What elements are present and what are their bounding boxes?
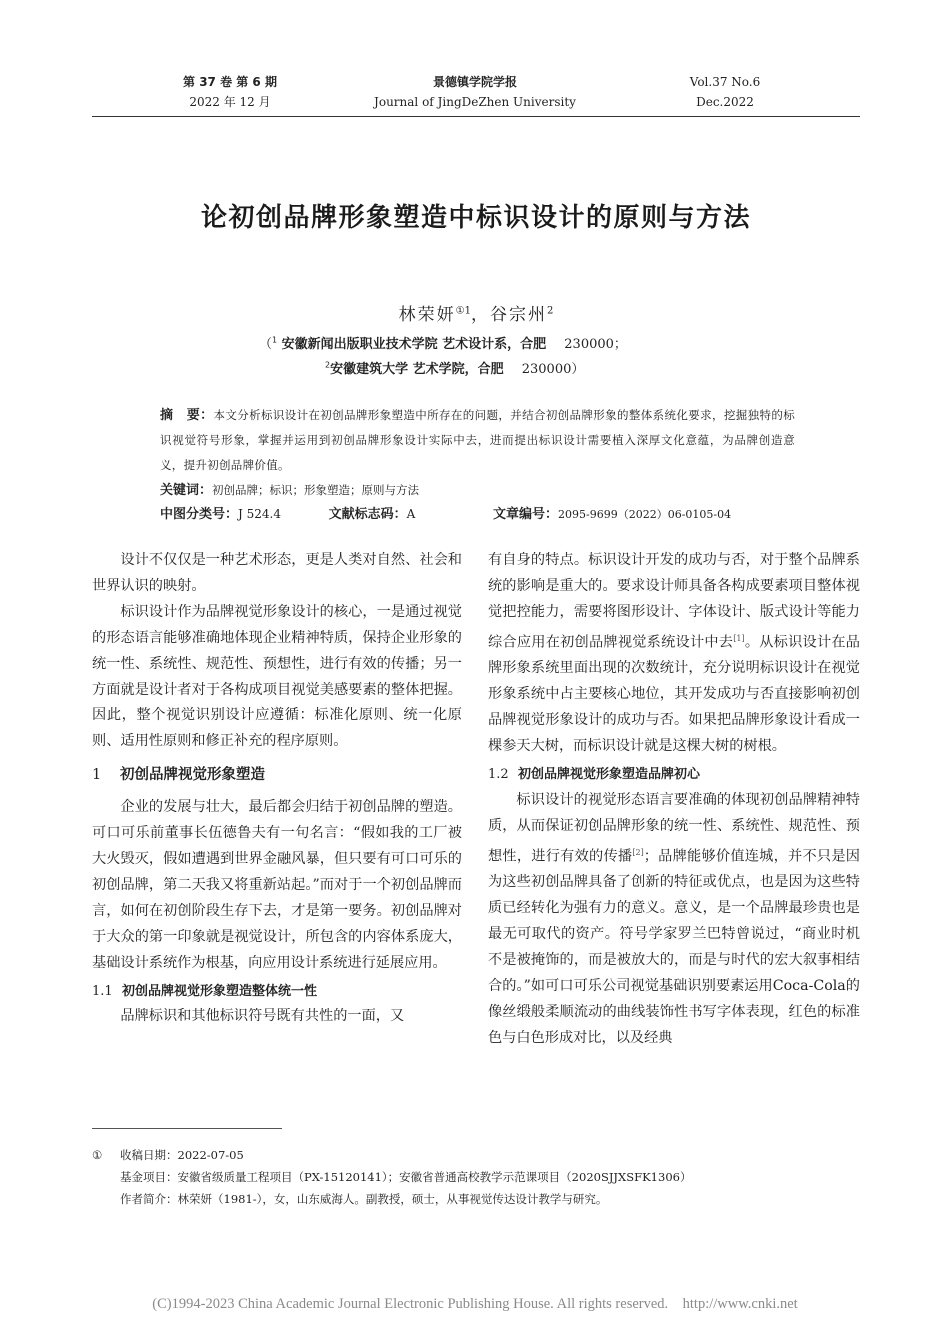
header-volume (160, 72, 300, 112)
affiliation-1-open: （ (259, 337, 273, 352)
section-1-1-title: 初创品牌视觉形象塑造整体统一性 (122, 983, 318, 999)
abstract (160, 403, 795, 478)
affiliation-2-text: 安徽建筑大学 艺术学院，合肥 (330, 362, 504, 377)
abstract-label: 摘 要： (160, 408, 214, 423)
author-2: 谷宗州 (489, 305, 547, 325)
header-volume-en (660, 72, 790, 112)
header-volume-issue: 第 37 卷 第 6 期 (183, 75, 277, 89)
article-no-label: 文章编号： (493, 507, 559, 522)
header-date-cn: 2022 年 12 月 (189, 95, 271, 109)
keywords-label: 关键词： (160, 483, 213, 498)
paragraph-cont-text: 有自身的特点。标识设计开发的成功与否，对于整个品牌系统的影响是重大的。要求设计师具备各构成要素项目整体视觉把控能力，需要将图形设计、字体设计、版式设计等能力综合应用在初创品牌视觉系统设计中去 (488, 552, 860, 651)
paragraph-section-1-2-a: 标识设计的视觉形态语言要准确的体现初创品牌精神特质，从而保证初创品牌形象的统一性、系统性、规范性、预想性，进行有效的传播 (488, 791, 860, 865)
affiliation-1 (259, 333, 627, 352)
clc-label: 中图分类号： (160, 507, 239, 522)
header-journal-en: Journal of JingDeZhen University (374, 95, 576, 109)
authors (92, 300, 860, 325)
author-2-mark: 2 (546, 305, 554, 317)
author-separator: ， (470, 305, 490, 325)
doc-code-value: A (406, 507, 416, 521)
paragraph-section-1-1-continued (488, 548, 860, 760)
right-column (488, 548, 860, 1052)
doc-code-label: 文献标志码： (328, 507, 407, 522)
keywords-text: 初创品牌；标识；形象塑造；原则与方法 (212, 483, 420, 497)
affiliation-2 (325, 358, 584, 377)
header-journal (360, 72, 590, 112)
section-1-2-title: 初创品牌视觉形象塑造品牌初心 (518, 766, 701, 782)
article-no-value: 2095-9699（2022）06-0105-04 (558, 508, 732, 521)
section-1-heading (92, 763, 462, 789)
affiliation-2-mark: 2 (325, 360, 331, 370)
paragraph-section-1: 企业的发展与壮大，最后都会归结于初创品牌的塑造。可口可乐前董事长伍德鲁夫有一句名言：“假如我的工厂被大火毁灭，假如遭遇到世界金融风暴，但只要有可口可乐的初创品牌，第二天我又将重新站起。”而对于一个初创品牌而言，如何在初创阶段生存下去，才是第一要务。初创品牌对于大众的第一印象就是视觉设计，所包含的内容体系庞大，基础设计系统作为根基，向应用设计系统进行延展应用。 (92, 799, 462, 971)
keywords (160, 479, 419, 502)
section-1-1-number: 1.1 (92, 983, 113, 999)
author-1: 林荣妍 (398, 305, 456, 325)
section-1-1-heading (92, 979, 462, 1005)
article-title: 论初创品牌形象塑造中标识设计的原则与方法 (200, 203, 751, 233)
clc-value: J 524.4 (238, 507, 281, 521)
affiliation-1-postcode: 230000； (564, 337, 627, 352)
abstract-text: 本文分析标识设计在初创品牌形象塑造中所存在的问题，并结合初创品牌形象的整体系统化要求，挖掘独特的标识视觉符号形象，掌握并运用到初创品牌形象设计实际中去，进而提出标识设计需要植入深厚文化意蕴，为品牌创造意义，提升初创品牌价值。 (160, 408, 795, 472)
section-1-2-heading (488, 762, 860, 788)
section-1-2-number: 1.2 (488, 766, 509, 782)
copyright-notice: (C)1994-2023 China Academic Journal Electronic Publishing House. All rights reserved. http://www.cnki.net (152, 1296, 798, 1312)
paragraph-section-1-1: 品牌标识和其他标识符号既有共性的一面，又 (120, 1008, 405, 1025)
footnote-bio: 作者简介：林荣妍（1981-），女，山东威海人。副教授，硕士，从事视觉传达设计教学与研究。 (120, 1192, 608, 1206)
paragraph-section-1-2-b: ；品牌能够价值连城，并不只是因为这些初创品牌具备了创新的特征或优点，也是因为这些特质已经转化为强有力的意义。意义，是一个品牌最珍贵也是最无可取代的资产。符号学家罗兰巴特曾说过，“商业时机不是被掩饰的，而是被放大的，而是与时代的宏大叙事相结合的。”如可口可乐公司视觉基础识别要素运用Coca-Cola的像丝缎般柔顺流动的曲线装饰性书写字体表现，红色的标准色与白色形成对比，以及经典 (488, 848, 860, 1046)
footnote-rule (92, 1128, 282, 1129)
header-journal-cn: 景德镇学院学报 (432, 75, 517, 89)
citation-1: [1] (733, 633, 745, 643)
paragraph-cont-rest: 。从标识设计在品牌形象系统里面出现的次数统计，充分说明标识设计在视觉形象系统中占主要核心地位，其开发成功与否直接影响初创品牌视觉形象设计的成功与否。如果把品牌形象设计看成一棵参天大树，而标识设计就是这棵大树的树根。 (488, 634, 860, 755)
paragraph-intro-1: 设计不仅仅是一种艺术形态，更是人类对自然、社会和世界认识的映射。 (92, 552, 462, 594)
left-column (92, 548, 462, 1030)
citation-2: [2] (632, 847, 644, 857)
affiliation-1-mark: 1 (272, 335, 278, 345)
footnote-fund: 基金项目：安徽省级质量工程项目（PX-15120141）；安徽省普通高校教学示范课项目（2020SJJXSFK1306） (120, 1170, 692, 1184)
classification-line (160, 503, 731, 526)
affiliation-2-postcode: 230000） (521, 362, 585, 377)
author-1-mark: ①1 (455, 305, 471, 317)
section-1-title: 初创品牌视觉形象塑造 (120, 767, 265, 784)
paragraph-intro-2: 标识设计作为品牌视觉形象设计的核心，一是通过视觉的形态语言能够准确地体现企业精神特质，保持企业形象的统一性、系统性、规范性、预想性，进行有效的传播；另一方面就是设计者对于各构成项目视觉美感要素的整体把握。因此，整个视觉识别设计应遵循：标准化原则、统一化原则、适用性原则和修正补充的程序原则。 (92, 603, 462, 750)
footnote-received: 收稿日期：2022-07-05 (120, 1148, 244, 1162)
header-date-en: Dec.2022 (696, 95, 754, 109)
footnotes (92, 1144, 860, 1210)
header-vol-en: Vol.37 No.6 (689, 75, 761, 89)
section-1-number: 1 (92, 767, 102, 784)
affiliation-1-text: 安徽新闻出版职业技术学院 艺术设计系，合肥 (281, 337, 547, 352)
header-rule (92, 116, 860, 117)
paragraph-section-1-2 (488, 788, 860, 1052)
footnote-mark: ① (92, 1148, 103, 1162)
